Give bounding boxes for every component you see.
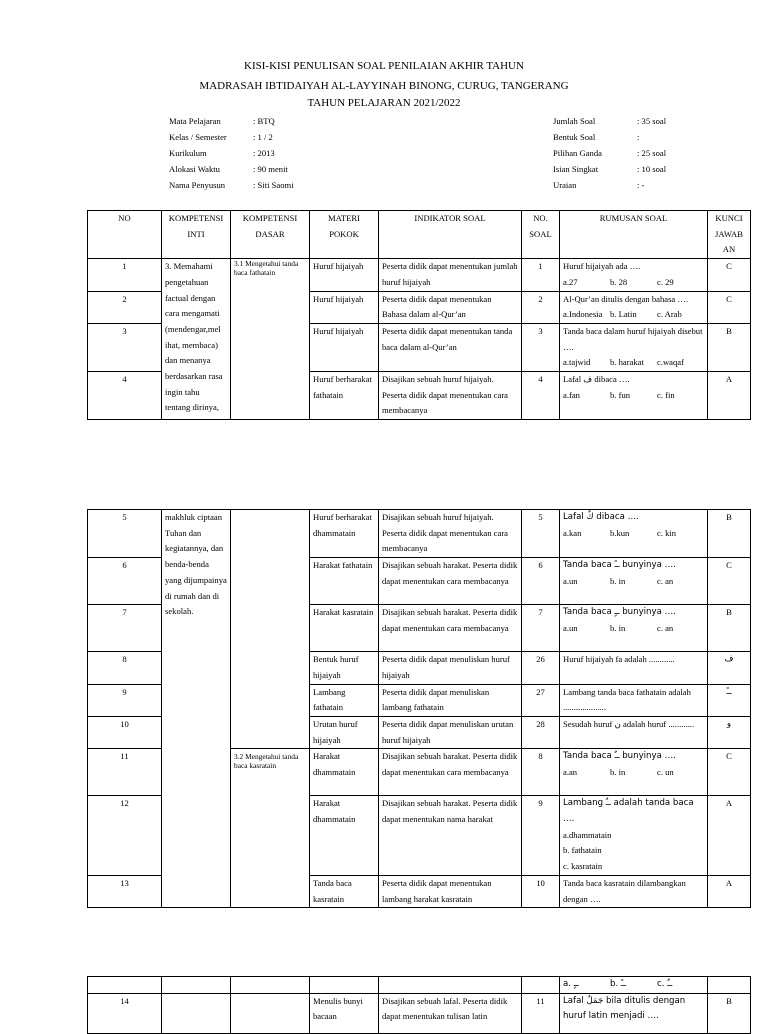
option-a: a.fan	[563, 389, 580, 400]
kunci-cell: ف	[708, 652, 751, 684]
col-indikator: INDIKATOR SOAL	[379, 211, 522, 259]
rumusan-cell: Sesudah huruf ن adalah huruf ............	[560, 716, 708, 748]
nosoal-cell: 26	[522, 652, 560, 684]
option-b: b. fun	[610, 389, 631, 400]
option-c: c. an	[657, 622, 674, 633]
option-a: a.dhammatain	[563, 829, 612, 840]
col-nosoal: NO. SOAL	[522, 211, 560, 259]
option-b: b.kun	[610, 527, 630, 538]
option-a: a.27	[563, 276, 578, 287]
table-header-row	[88, 211, 751, 259]
indikator-cell: Peserta didik dapat menentukan jumlah huruf hijaiyah	[379, 259, 522, 291]
col-rumusan: RUMUSAN SOAL	[560, 211, 708, 259]
rumusan-cell	[560, 796, 708, 876]
col-no: NO	[88, 211, 162, 259]
meta-left	[169, 113, 294, 193]
doc-title-line2: MADRASAH IBTIDAIYAH AL-LAYYINAH BINONG, CURUG, TANGERANG	[199, 80, 569, 92]
materi-cell: Harakat fathatain	[310, 558, 379, 605]
materi-cell: Huruf hijaiyah	[310, 323, 379, 371]
materi-cell: Harakat dhammatain	[310, 796, 379, 876]
option-b: b. ــً	[610, 979, 626, 989]
question-text: Lafal كٌ dibaca ….	[563, 512, 639, 522]
meta-value: : 90 menit	[253, 164, 288, 174]
kunci-cell: C	[708, 749, 751, 796]
option-a: a.an	[563, 767, 578, 778]
kd-cell: 3.2 Mengetahui tanda baca kasratain	[231, 749, 310, 908]
indikator-cell: Disajikan sebuah huruf hijaiyah. Peserta didik dapat menentukan cara membacanya	[379, 510, 522, 558]
indikator-cell: Peserta didik dapat menentukan tanda baca dalam al-Qur’an	[379, 323, 522, 371]
col-materi: MATERI POKOK	[310, 211, 379, 259]
rumusan-cell	[560, 259, 708, 291]
kunci-cell: C	[708, 291, 751, 323]
nosoal-cell: 6	[522, 558, 560, 605]
option-a: a.tajwid	[563, 357, 591, 368]
kunci-cell: ــً	[708, 684, 751, 716]
kisi-table-page3	[87, 976, 751, 1034]
meta-value: : -	[637, 180, 645, 190]
kunci-cell: B	[708, 510, 751, 558]
option-c: c. kasratain	[563, 861, 603, 872]
row-no: 7	[88, 605, 162, 652]
question-text: Tanda baca ــٌ bunyinya ….	[563, 751, 676, 762]
row-no: 4	[88, 372, 162, 420]
indikator-cell: Disajikan sebuah harakat. Peserta didik dapat menentukan cara membacanya	[379, 749, 522, 796]
option-c: c. un	[657, 767, 674, 778]
row-no: 12	[88, 796, 162, 876]
option-c: c.waqaf	[657, 357, 684, 368]
materi-cell: Lambang fathatain	[310, 684, 379, 716]
rumusan-cell: Tanda baca kasratain dilambangkan dengan ….	[560, 875, 708, 907]
indikator-cell: Peserta didik dapat menuliskan lambang fathatain	[379, 684, 522, 716]
meta-label: Mata Pelajaran	[169, 116, 221, 126]
indikator-cell: Peserta didik dapat menuliskan huruf hijaiyah	[379, 652, 522, 684]
kunci-cell: B	[708, 323, 751, 371]
col-kunci: KUNCI JAWAB AN	[708, 211, 751, 259]
row-no: 1	[88, 259, 162, 291]
nosoal-cell: 8	[522, 749, 560, 796]
rumusan-cell	[560, 510, 708, 558]
col-kd: KOMPETENSI DASAR	[231, 211, 310, 259]
nosoal-cell: 10	[522, 875, 560, 907]
meta-label: Alokasi Waktu	[169, 164, 220, 174]
meta-label: Uraian	[553, 180, 577, 190]
kunci-cell: A	[708, 372, 751, 420]
meta-value: : 25 soal	[637, 148, 667, 158]
nosoal-cell: 2	[522, 291, 560, 323]
rumusan-cell	[560, 977, 708, 994]
option-c: c. an	[657, 575, 674, 586]
materi-cell: Menulis bunyi bacaan	[310, 993, 379, 1033]
table-row	[88, 510, 751, 558]
question-text: Lafal ف dibaca ….	[563, 374, 630, 385]
indikator-cell: Peserta didik dapat menentukan lambang harakat kasratain	[379, 875, 522, 907]
row-no: 5	[88, 510, 162, 558]
option-c: c. kin	[657, 527, 677, 538]
kd-cell	[231, 510, 310, 749]
materi-cell: Harakat kasratain	[310, 605, 379, 652]
nosoal-cell: 28	[522, 716, 560, 748]
question-text: Tanda baca ــً bunyinya ….	[563, 560, 676, 571]
meta-value: :	[637, 132, 640, 142]
row-no: 13	[88, 875, 162, 907]
kunci-cell: A	[708, 875, 751, 907]
nosoal-cell: 27	[522, 684, 560, 716]
rumusan-cell: Lambang tanda baca fathatain adalah ....................	[560, 684, 708, 716]
option-c: c. 29	[657, 276, 674, 287]
nosoal-cell: 5	[522, 510, 560, 558]
row-no: 3	[88, 323, 162, 371]
meta-label: Kelas / Semester	[169, 132, 227, 142]
option-c: c. ــٌ	[657, 979, 673, 989]
option-a: a.Indonesia	[563, 309, 603, 320]
option-b: b. 28	[610, 276, 628, 287]
indikator-cell: Disajikan sebuah harakat. Peserta didik dapat menentukan cara membacanya	[379, 558, 522, 605]
nosoal-cell: 3	[522, 323, 560, 371]
kisi-table-page1	[87, 210, 751, 420]
rumusan-cell: Lafal جَمَلٌ bila ditulis dengan huruf latin menjadi ….	[560, 993, 708, 1033]
kunci-cell: C	[708, 558, 751, 605]
nosoal-cell: 9	[522, 796, 560, 876]
row-no: 2	[88, 291, 162, 323]
nosoal-cell: 11	[522, 993, 560, 1033]
row-no: 6	[88, 558, 162, 605]
question-text: Al-Qur’an ditulis dengan bahasa ….	[563, 293, 689, 304]
row-no: 8	[88, 652, 162, 684]
option-a: a. ــٍ	[563, 979, 579, 989]
nosoal-cell: 4	[522, 372, 560, 420]
indikator-cell: Disajikan sebuah lafal. Peserta didik dapat menentukan tulisan latin	[379, 993, 522, 1033]
indikator-cell: Peserta didik dapat menuliskan urutan huruf hijaiyah	[379, 716, 522, 748]
kd-cell: 3.1 Mengetahui tanda baca fathatain	[231, 259, 310, 420]
meta-label: Isian Singkat	[553, 164, 599, 174]
option-b: b. Latin	[610, 309, 637, 320]
kunci-cell: و	[708, 716, 751, 748]
table-row	[88, 259, 751, 291]
kunci-cell: C	[708, 259, 751, 291]
option-b: b. in	[610, 575, 626, 586]
row-no: 11	[88, 749, 162, 796]
indikator-cell: Disajikan sebuah harakat. Peserta didik dapat menentukan cara membacanya	[379, 605, 522, 652]
rumusan-cell	[560, 323, 708, 371]
meta-value: : Siti Saomi	[253, 180, 294, 190]
meta-value: : 35 soal	[637, 116, 667, 126]
kunci-cell: A	[708, 796, 751, 876]
indikator-cell: Disajikan sebuah harakat. Peserta didik dapat menentukan nama harakat	[379, 796, 522, 876]
meta-value: : 1 / 2	[253, 132, 273, 142]
materi-cell: Huruf hijaiyah	[310, 291, 379, 323]
option-b: b. in	[610, 622, 626, 633]
option-b: b. harakat	[610, 357, 644, 368]
rumusan-cell	[560, 291, 708, 323]
kisi-table-page2	[87, 509, 751, 908]
option-a: a.kan	[563, 527, 582, 538]
rumusan-cell: Huruf hijaiyah fa adalah ............	[560, 652, 708, 684]
rumusan-cell	[560, 749, 708, 796]
rumusan-cell	[560, 372, 708, 420]
row-no: 14	[88, 993, 162, 1033]
rumusan-cell	[560, 558, 708, 605]
materi-cell: Bentuk huruf hijaiyah	[310, 652, 379, 684]
question-text: Tanda baca dalam huruf hijaiyah disebut ….	[563, 325, 703, 352]
meta-label: Jumlah Soal	[553, 116, 596, 126]
row-no: 10	[88, 716, 162, 748]
meta-label: Nama Penyusun	[169, 180, 226, 190]
nosoal-cell: 1	[522, 259, 560, 291]
meta-label: Bentuk Soal	[553, 132, 596, 142]
question-text: Tanda baca ــٍ bunyinya ….	[563, 607, 676, 618]
materi-cell: Huruf berharakat dhammatain	[310, 510, 379, 558]
ki-cell: makhluk ciptaan Tuhan dan kegiatannya, dan benda-benda yang dijumpainya di rumah dan di sekolah.	[162, 510, 231, 908]
option-a: a.un	[563, 622, 578, 633]
option-c: c. Arab	[657, 309, 682, 320]
table-row-continued	[88, 977, 751, 994]
materi-cell: Harakat dhammatain	[310, 749, 379, 796]
doc-title-line3: TAHUN PELAJARAN 2021/2022	[307, 97, 461, 109]
rumusan-cell	[560, 605, 708, 652]
meta-label: Kurikulum	[169, 148, 207, 158]
materi-cell: Huruf berharakat fathatain	[310, 372, 379, 420]
indikator-cell: Disajikan sebuah huruf hijaiyah. Peserta didik dapat menentukan cara membacanya	[379, 372, 522, 420]
table-row	[88, 993, 751, 1033]
meta-value: : 2013	[253, 148, 275, 158]
meta-label: Pilihan Ganda	[553, 148, 602, 158]
kunci-cell: B	[708, 993, 751, 1033]
question-text: Lambang ــٌ adalah tanda baca ….	[563, 798, 694, 825]
question-text: Huruf hijaiyah ada ….	[563, 261, 641, 272]
doc-title-line1: KISI-KISI PENULISAN SOAL PENILAIAN AKHIR TAHUN	[244, 60, 524, 72]
col-ki: KOMPETENSI INTI	[162, 211, 231, 259]
indikator-cell: Peserta didik dapat menentukan Bahasa dalam al-Qur’an	[379, 291, 522, 323]
option-b: b. in	[610, 767, 626, 778]
meta-right	[553, 113, 666, 193]
nosoal-cell: 7	[522, 605, 560, 652]
ki-cell: 3. Memahami pengetahuan factual dengan cara mengamati (mendengar,mel ihat, membaca) dan menanya berdasarkan rasa ingin tahu tentang dirinya,	[162, 259, 231, 420]
meta-value: : BTQ	[253, 116, 275, 126]
materi-cell: Urutan huruf hijaiyah	[310, 716, 379, 748]
materi-cell: Tanda baca kasratain	[310, 875, 379, 907]
option-b: b. fathatain	[563, 845, 602, 856]
materi-cell: Huruf hijaiyah	[310, 259, 379, 291]
option-a: a.un	[563, 575, 578, 586]
row-no: 9	[88, 684, 162, 716]
kunci-cell: B	[708, 605, 751, 652]
meta-value: : 10 soal	[637, 164, 667, 174]
option-c: c. fin	[657, 389, 675, 400]
